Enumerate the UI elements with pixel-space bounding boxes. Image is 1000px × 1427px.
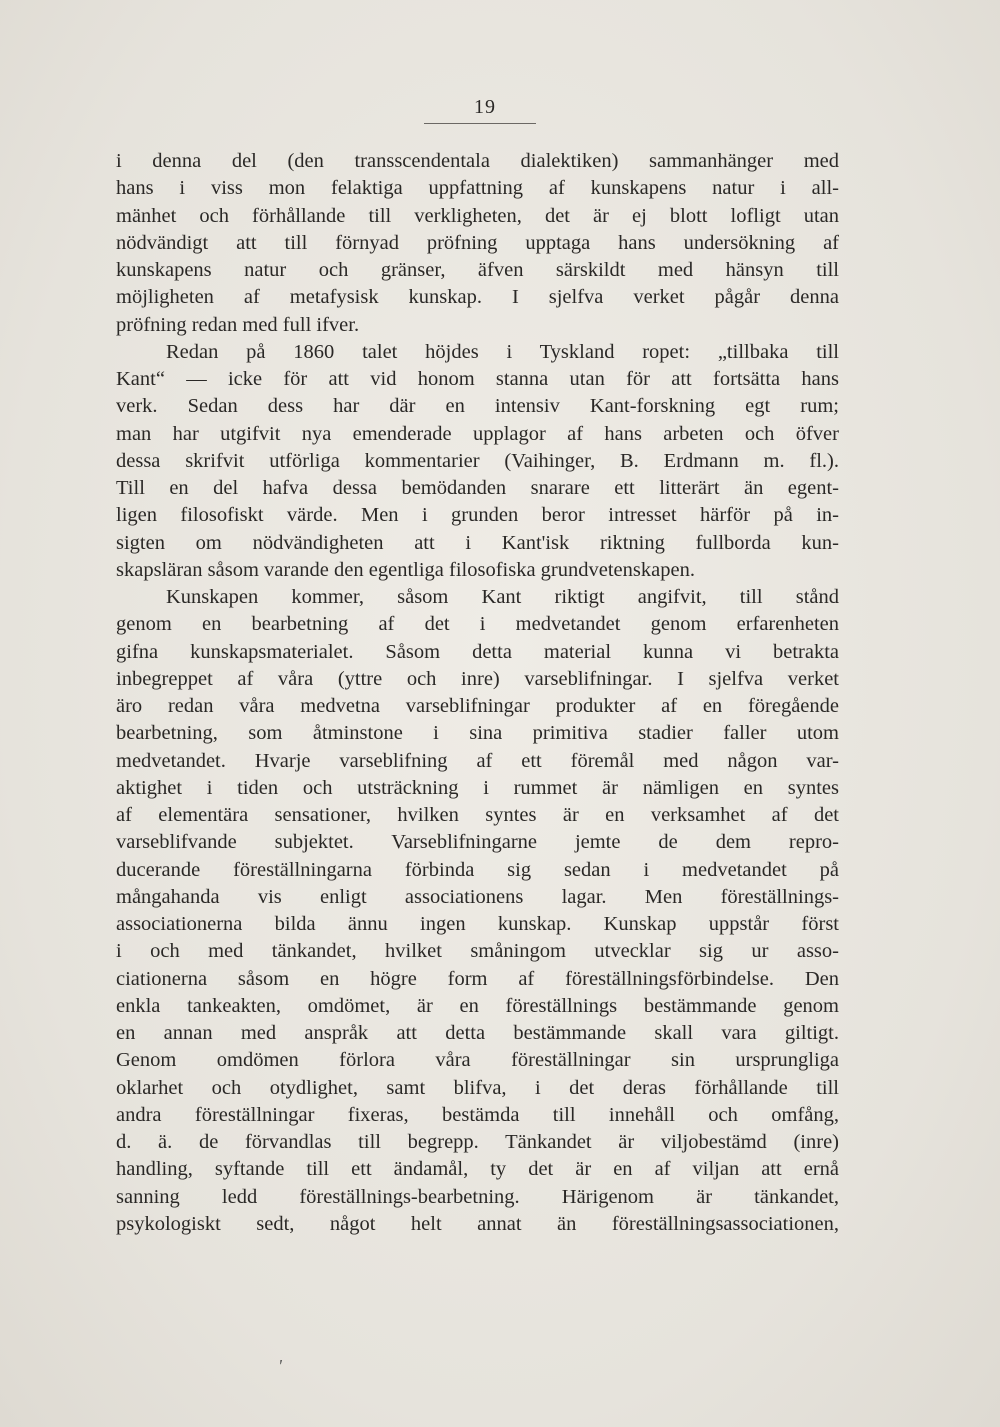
text-line: man har utgifvit nya emenderade upplagor af hans arbeten och öfver — [116, 422, 839, 445]
page-number-rule — [424, 123, 536, 124]
text-line: af elementära sensationer, hvilken syntes är en verksamhet af det — [116, 804, 839, 826]
text-line: oklarhet och otydlighet, samt blifva, i det deras förhållande till — [116, 1076, 839, 1099]
text-line: Kant“ — icke för att vid honom stanna utan för att fortsätta hans — [116, 368, 839, 390]
stray-ink-mark: ' — [278, 1356, 282, 1376]
text-line: d. ä. de förvandlas till begrepp. Tänkandet är viljobestämd (inre) — [116, 1131, 839, 1153]
text-line: hans i viss mon felaktiga uppfattning af kunskapens natur i all- — [116, 177, 839, 200]
text-line: psykologiskt sedt, något helt annat än föreställningsassociationen, — [116, 1212, 839, 1235]
page-number: 19 — [474, 96, 496, 118]
text-line: genom en bearbetning af det i medvetandet genom erfarenheten — [116, 613, 839, 636]
text-line: varseblifvande subjektet. Varseblifningarne jemte de dem repro- — [116, 831, 839, 854]
text-line: en annan med anspråk att detta bestämmande skall vara giltigt. — [116, 1022, 839, 1044]
text-line: dessa skrifvit utförliga kommentarier (Vaihinger, B. Erdmann m. fl.). — [116, 449, 839, 472]
text-line: handling, syftande till ett ändamål, ty det är en af viljan att ernå — [116, 1158, 839, 1181]
text-line: möjligheten af metafysisk kunskap. I sjelfva verket pågår denna — [116, 286, 839, 309]
text-line: bearbetning, som åtminstone i sina primitiva stadier faller utom — [116, 722, 839, 745]
body-text — [116, 148, 839, 1238]
text-line: i denna del (den transscendentala dialektiken) sammanhänger med — [116, 150, 839, 172]
text-line: pröfning redan med full ifver. — [116, 313, 360, 336]
text-line: i och med tänkandet, hvilket småningom utvecklar sig ur asso- — [116, 940, 839, 963]
text-line: verk. Sedan dess har där en intensiv Kant-forskning egt rum; — [116, 395, 839, 418]
text-line: mångahanda vis enligt associationens lagar. Men föreställnings- — [116, 885, 839, 908]
text-line: kunskapens natur och gränser, äfven särskildt med hänsyn till — [116, 259, 839, 281]
text-line: Redan på 1860 talet höjdes i Tyskland ropet: „tillbaka till — [166, 340, 839, 363]
text-line: sanning ledd föreställnings-bearbetning. Härigenom är tänkandet, — [116, 1185, 839, 1208]
text-line: ligen filosofiskt värde. Men i grunden beror intresset härför på in- — [116, 504, 839, 527]
text-line: Till en del hafva dessa bemödanden snarare ett litterärt än egent- — [116, 477, 839, 499]
text-line: nödvändigt att till förnyad pröfning upptaga hans undersökning af — [116, 231, 839, 254]
text-line: aktighet i tiden och utsträckning i rummet är nämligen en syntes — [116, 776, 839, 799]
text-line: skapsläran såsom varande den egentliga filosofiska grundvetenskapen. — [116, 558, 695, 581]
text-line: inbegreppet af våra (yttre och inre) varseblifningar. I sjelfva verket — [116, 667, 839, 690]
text-line: medvetandet. Hvarje varseblifning af ett föremål med någon var- — [116, 749, 839, 772]
text-line: Kunskapen kommer, såsom Kant riktigt angifvit, till stånd — [166, 586, 839, 608]
text-line: enkla tankeakten, omdömet, är en föreställnings bestämmande genom — [116, 994, 839, 1017]
text-line: sigten om nödvändigheten att i Kant'isk riktning fullborda kun- — [116, 531, 839, 554]
text-line: äro redan våra medvetna varseblifningar produkter af en föregående — [116, 695, 839, 717]
text-line: andra föreställningar fixeras, bestämda till innehåll och omfång, — [116, 1103, 839, 1126]
text-line: associationerna bilda ännu ingen kunskap. Kunskap uppstår först — [116, 913, 839, 935]
text-line: Genom omdömen förlora våra föreställningar sin ursprungliga — [116, 1049, 839, 1072]
text-line: mänhet och förhållande till verkligheten, det är ej blott lofligt utan — [116, 204, 839, 227]
text-line: gifna kunskapsmaterialet. Såsom detta material kunna vi betrakta — [116, 640, 839, 663]
text-line: ciationerna såsom en högre form af föreställningsförbindelse. Den — [116, 967, 839, 990]
text-line: ducerande föreställningarna förbinda sig sedan i medvetandet på — [116, 858, 839, 881]
